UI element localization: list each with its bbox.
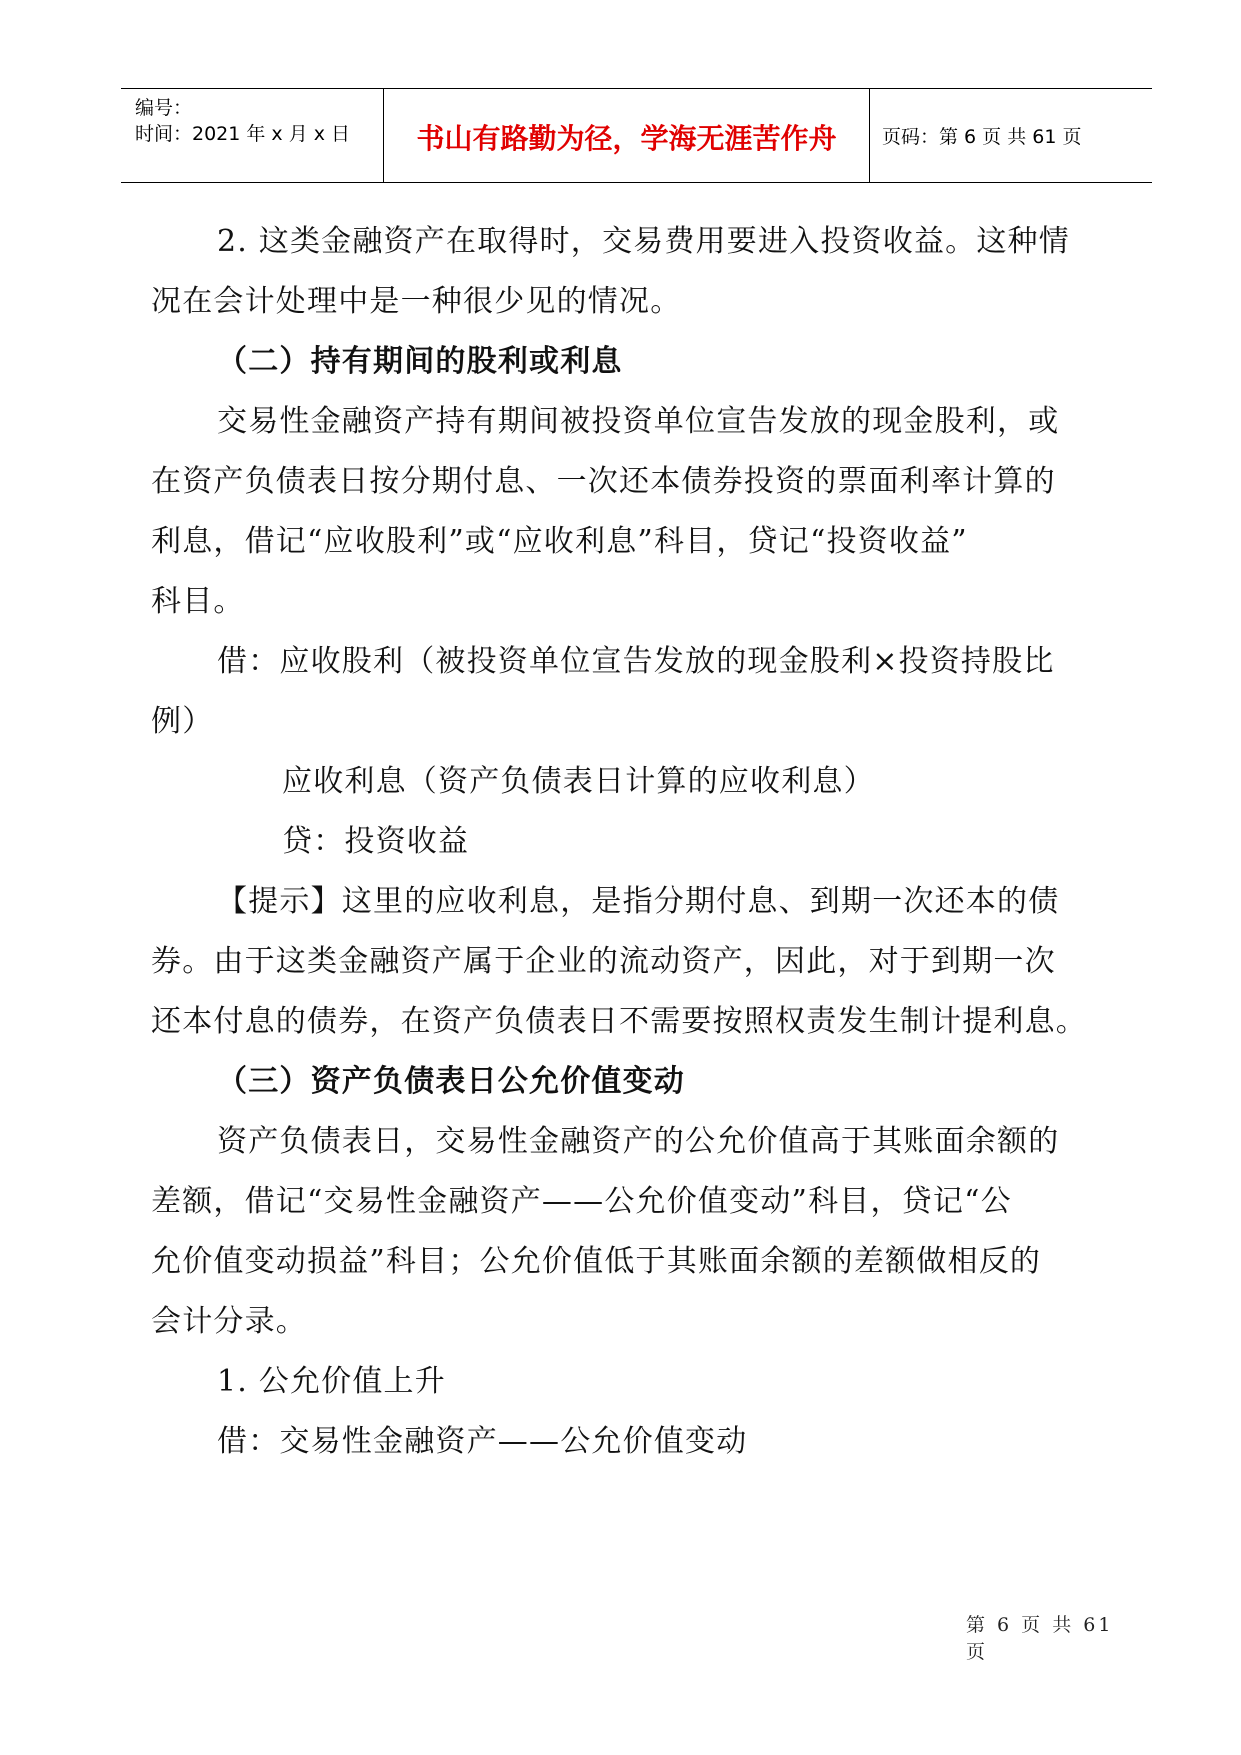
document-code-label: 编号： xyxy=(135,97,193,119)
section-heading-fair-value-change: （三）资产负债表日公允价值变动 xyxy=(217,1064,685,1099)
text-line: 在资产负债表日按分期付息、一次还本债券投资的票面利率计算的 xyxy=(151,464,1056,499)
header-info-cell xyxy=(121,89,384,182)
section-heading-holding-period: （二）持有期间的股利或利息 xyxy=(217,344,623,379)
text-line: 还本付息的债券，在资产负债表日不需要按照权责发生制计提利息。 xyxy=(151,1004,1087,1039)
text-line: 况在会计处理中是一种很少见的情况。 xyxy=(151,284,682,319)
text-line: 会计分录。 xyxy=(151,1304,307,1339)
document-body xyxy=(151,212,1117,1472)
page-header xyxy=(121,88,1152,183)
text-line: 差额，借记“交易性金融资产——公允价值变动”科目，贷记“公 xyxy=(151,1184,1012,1219)
entry-interest-receivable: 应收利息（资产负债表日计算的应收利息） xyxy=(282,764,875,799)
header-page-cell xyxy=(870,89,1152,182)
entry-debit-fair-value: 借：交易性金融资产——公允价值变动 xyxy=(217,1424,748,1459)
text-line: 资产负债表日，交易性金融资产的公允价值高于其账面余额的 xyxy=(217,1124,1060,1159)
paragraph-transaction-fee xyxy=(151,212,1117,332)
paragraph-dividends-interest xyxy=(151,392,1117,632)
text-line: 科目。 xyxy=(151,584,245,619)
text-line: 利息，借记“应收股利”或“应收利息”科目，贷记“投资收益” xyxy=(151,524,968,559)
subheading-fair-value-rise: 1. 公允价值上升 xyxy=(217,1364,446,1399)
header-motto: 书山有路勤为径，学海无涯苦作舟 xyxy=(416,122,837,155)
text-line: 例） xyxy=(151,704,214,739)
page-footer-number: 第 6 页 共 61 页 xyxy=(966,1614,1114,1663)
text-line: 2. 这类金融资产在取得时，交易费用要进入投资收益。这种情 xyxy=(217,224,1070,259)
paragraph-tip xyxy=(151,872,1117,1052)
text-line: 借：应收股利（被投资单位宣告发放的现金股利×投资持股比 xyxy=(217,644,1055,679)
document-time-label: 时间：2021 年 x 月 x 日 xyxy=(135,123,351,145)
text-line: 允价值变动损益”科目；公允价值低于其账面余额的差额做相反的 xyxy=(151,1244,1042,1279)
entry-credit-investment-income: 贷：投资收益 xyxy=(282,824,470,859)
text-line: 交易性金融资产持有期间被投资单位宣告发放的现金股利，或 xyxy=(217,404,1060,439)
entry-debit-dividends xyxy=(151,632,1117,752)
text-line: 【提示】这里的应收利息，是指分期付息、到期一次还本的债 xyxy=(217,884,1060,919)
text-line: 券。由于这类金融资产属于企业的流动资产，因此，对于到期一次 xyxy=(151,944,1056,979)
header-page-number: 页码：第 6 页 共 61 页 xyxy=(882,126,1082,148)
paragraph-fair-value xyxy=(151,1112,1117,1352)
header-motto-cell xyxy=(384,89,870,182)
